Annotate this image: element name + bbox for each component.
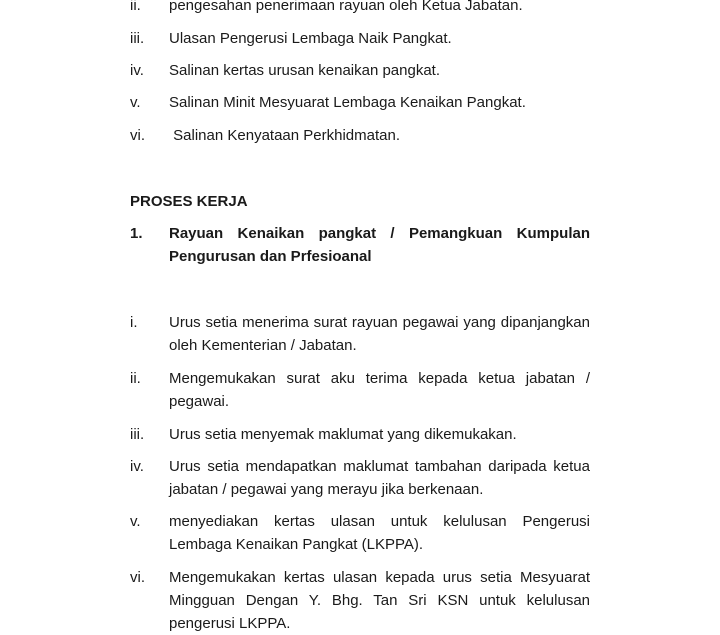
- list-item: [130, 510, 590, 556]
- list-item-number: vi.: [130, 569, 145, 586]
- list-item-number: iv.: [130, 62, 144, 79]
- list-item-number: ii.: [130, 370, 141, 387]
- list-item-number: v.: [130, 513, 141, 530]
- list-item-text: Urus setia mendapatkan maklumat tambahan daripada ketua jabatan / pegawai yang merayu jika berkenaan.: [169, 458, 590, 498]
- list-item: [130, 0, 590, 17]
- list-item-text: Salinan Minit Mesyuarat Lembaga Kenaikan Pangkat.: [169, 94, 526, 111]
- list-item: [130, 367, 590, 413]
- list-item-text: Salinan Kenyataan Perkhidmatan.: [169, 127, 400, 144]
- list-item: [130, 423, 590, 446]
- list-item: [130, 566, 590, 635]
- list-item: [130, 91, 590, 114]
- subsection-title-text: Rayuan Kenaikan pangkat / Pemangkuan Kumpulan Pengurusan dan Prfesioanal: [169, 225, 590, 265]
- list-item-number: iv.: [130, 458, 144, 475]
- list-item-text: menyediakan kertas ulasan untuk kelulusan Pengerusi Lembaga Kenaikan Pangkat (LKPPA).: [169, 513, 590, 553]
- subsection-title: [130, 222, 590, 268]
- list-item: [130, 59, 590, 82]
- list-item-text: Salinan kertas urusan kenaikan pangkat.: [169, 62, 441, 79]
- list-item-text: pengesahan penerimaan rayuan oleh Ketua Jabatan.: [169, 0, 523, 14]
- list-item-text: Ulasan Pengerusi Lembaga Naik Pangkat.: [169, 30, 452, 47]
- list-item-number: ii.: [130, 0, 141, 14]
- list-item: [130, 455, 590, 501]
- list-item-text: Mengemukakan surat aku terima kepada ketua jabatan / pegawai.: [169, 370, 590, 410]
- list-item-number: iii.: [130, 30, 145, 47]
- section-heading: PROSES KERJA: [130, 193, 248, 210]
- list-item: [130, 311, 590, 357]
- list-item: [130, 27, 590, 50]
- subsection-number: 1.: [130, 225, 143, 242]
- list-item-text: Mengemukakan kertas ulasan kepada urus setia Mesyuarat Mingguan Dengan Y. Bhg. Tan Sri KSN untuk kelulusan pengerusi LKPPA.: [169, 569, 590, 632]
- list-item-number: iii.: [130, 426, 145, 443]
- list-item-text: Urus setia menerima surat rayuan pegawai yang dipanjangkan oleh Kementerian / Jabatan.: [169, 314, 590, 354]
- list-item: [130, 124, 590, 147]
- list-item-number: v.: [130, 94, 141, 111]
- list-item-number: vi.: [130, 127, 145, 144]
- list-item-number: i.: [130, 314, 138, 331]
- list-item-text: Urus setia menyemak maklumat yang dikemukakan.: [169, 426, 517, 443]
